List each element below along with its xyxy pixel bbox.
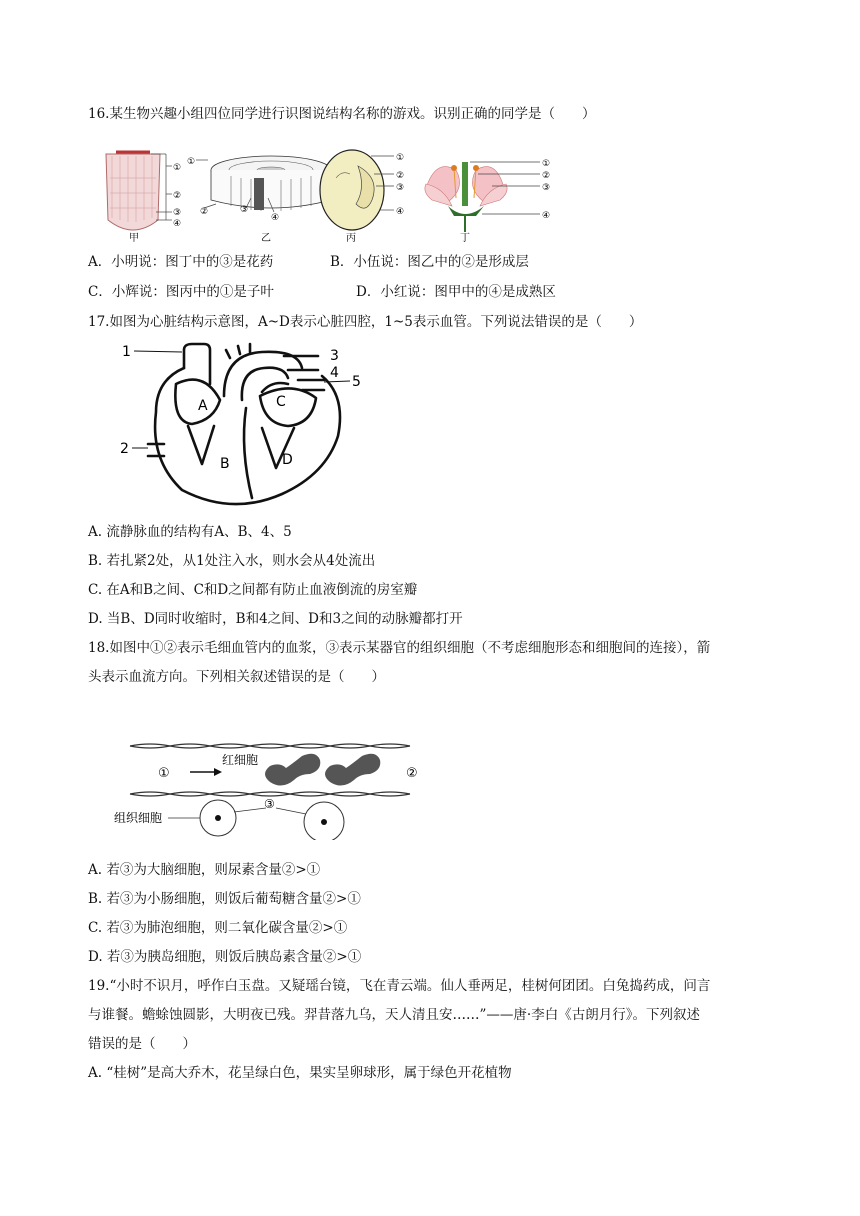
svg-text:①: ① bbox=[187, 157, 196, 167]
flower-diagram bbox=[425, 159, 550, 243]
q19-line3: 错误的是（ ） bbox=[88, 1036, 196, 1052]
svg-text:③: ③ bbox=[542, 183, 551, 193]
svg-text:④: ④ bbox=[173, 219, 182, 229]
plasma-2: ② bbox=[406, 766, 418, 781]
svg-text:④: ④ bbox=[542, 211, 551, 221]
svg-text:①: ① bbox=[396, 153, 405, 163]
q16-option-b: B．小伍说：图乙中的②是形成层 bbox=[330, 254, 529, 270]
q19-option-a: A. “桂树”是高大乔木，花呈绿白色，果实呈卵球形，属于绿色开花植物 bbox=[88, 1065, 512, 1081]
svg-text:②: ② bbox=[542, 171, 551, 181]
tissue-cell-3: ③ bbox=[264, 797, 275, 811]
tissue-cell-label: 组织细胞 bbox=[114, 811, 163, 825]
q18-option-d: D. 若③为胰岛细胞，则饭后胰岛素含量②>① bbox=[88, 949, 362, 965]
seed-diagram bbox=[320, 150, 404, 243]
capillary-diagram bbox=[110, 740, 430, 840]
svg-text:②: ② bbox=[396, 171, 405, 181]
root-tip-diagram bbox=[106, 152, 181, 243]
svg-text:④: ④ bbox=[396, 207, 405, 217]
svg-text:②: ② bbox=[200, 207, 209, 217]
q17-option-c: C. 在A和B之间、C和D之间都有防止血液倒流的房室瓣 bbox=[88, 582, 418, 598]
q18-stem-line1: 18.如图中①②表示毛细血管内的血浆，③表示某器官的组织细胞（不考虑细胞形态和细胞间的连接），箭 bbox=[88, 640, 711, 656]
chamber-b: B bbox=[220, 456, 230, 472]
q17-option-d: D. 当B、D同时收缩时，B和4之间、D和3之间的动脉瓣都打开 bbox=[88, 611, 463, 627]
q16-option-a: A．小明说：图丁中的③是花药 bbox=[88, 254, 274, 270]
svg-text:③: ③ bbox=[173, 208, 182, 218]
q19-line2: 与谁餐。蟾蜍蚀圆影，大明夜已残。羿昔落九乌，天人清且安……”——唐·李白《古朗月行》。下列叙述 bbox=[88, 1007, 700, 1023]
q16-figure bbox=[96, 148, 596, 243]
chamber-c: C bbox=[276, 394, 286, 410]
q18-stem-line2: 头表示血流方向。下列相关叙述错误的是（ ） bbox=[88, 669, 385, 685]
vessel-5: 5 bbox=[352, 374, 361, 390]
svg-text:③: ③ bbox=[240, 205, 249, 215]
svg-text:②: ② bbox=[173, 191, 182, 201]
q16-option-c: C．小辉说：图丙中的①是子叶 bbox=[88, 284, 274, 300]
vessel-3: 3 bbox=[330, 348, 339, 364]
stem-section-diagram bbox=[187, 156, 331, 243]
svg-text:③: ③ bbox=[396, 183, 405, 193]
chamber-a: A bbox=[198, 398, 208, 414]
svg-text:④: ④ bbox=[271, 213, 280, 223]
q19-line1: 19.“小时不识月，呼作白玉盘。又疑瑶台镜，飞在青云端。仙人垂两足，桂树何团团。白兔捣药成，问言 bbox=[88, 978, 711, 994]
vessel-2: 2 bbox=[120, 441, 129, 457]
vessel-1: 1 bbox=[122, 344, 131, 360]
q18-option-b: B. 若③为小肠细胞，则饭后葡萄糖含量②>① bbox=[88, 891, 361, 907]
chamber-d: D bbox=[282, 452, 293, 468]
label-yi: 乙 bbox=[261, 233, 271, 243]
heart-diagram bbox=[112, 340, 372, 516]
q16-option-d: D．小红说：图甲中的④是成熟区 bbox=[356, 284, 556, 300]
q17-option-b: B. 若扎紧2处，从1处注入水，则水会从4处流出 bbox=[88, 553, 376, 569]
plasma-1: ① bbox=[158, 766, 170, 781]
red-cell-label: 红细胞 bbox=[222, 753, 259, 767]
vessel-4: 4 bbox=[330, 365, 339, 381]
svg-text:①: ① bbox=[542, 159, 551, 169]
q18-option-c: C. 若③为肺泡细胞，则二氧化碳含量②>① bbox=[88, 920, 348, 936]
q18-option-a: A. 若③为大脑细胞，则尿素含量②>① bbox=[88, 862, 321, 878]
q17-stem: 17.如图为心脏结构示意图，A~D表示心脏四腔，1~5表示血管。下列说法错误的是（ ） bbox=[88, 314, 643, 330]
q17-option-a: A. 流静脉血的结构有A、B、4、5 bbox=[88, 524, 292, 540]
q16-stem: 16.某生物兴趣小组四位同学进行识图说结构名称的游戏。识别正确的同学是（ ） bbox=[88, 106, 596, 122]
label-ding: 丁 bbox=[460, 233, 470, 243]
marker: ① bbox=[173, 163, 182, 173]
label-jia: 甲 bbox=[129, 233, 139, 243]
label-bing: 丙 bbox=[346, 233, 356, 243]
